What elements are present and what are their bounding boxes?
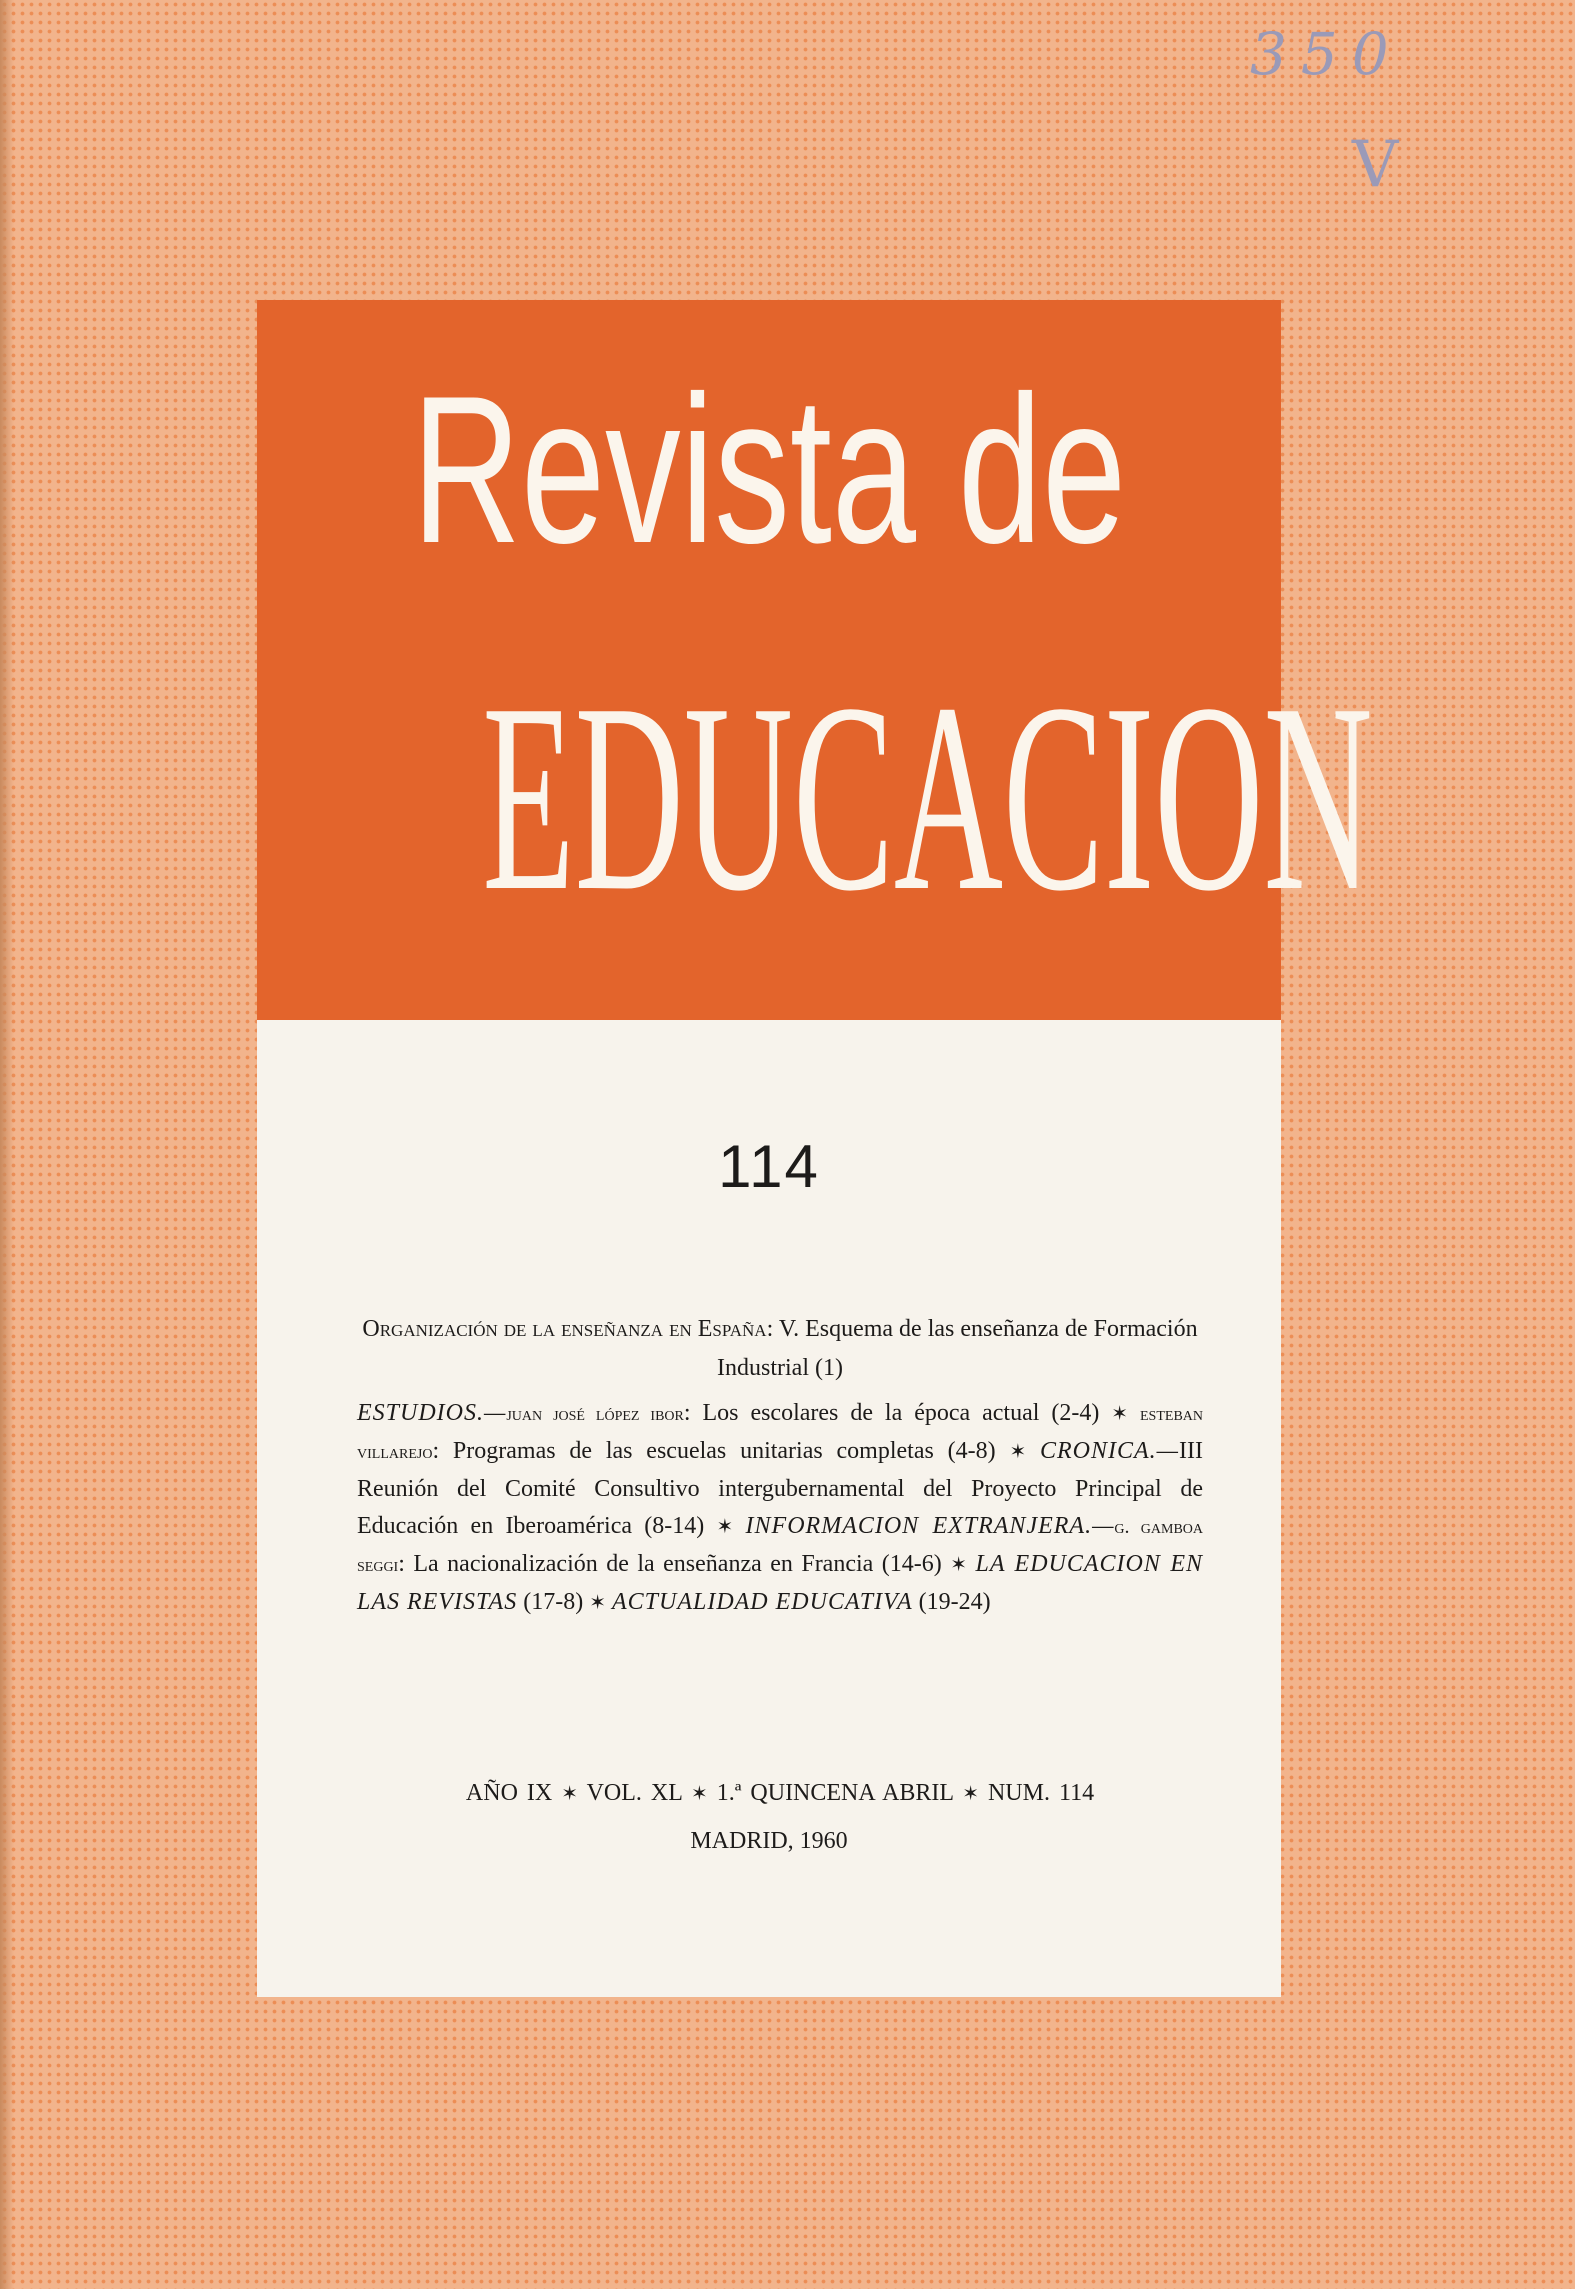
star-separator-icon: ✶ — [691, 1781, 708, 1805]
section-label: ESTUDIOS.— — [357, 1400, 507, 1426]
section-label: CRONICA.— — [1040, 1438, 1180, 1464]
lead-article-heading — [357, 1310, 1203, 1388]
star-separator-icon: ✶ — [962, 1781, 979, 1805]
issue-period: 1.ª QUINCENA ABRIL — [716, 1780, 954, 1806]
section-label: INFORMACION EXTRANJERA.— — [745, 1513, 1115, 1539]
star-separator-icon: ✶ — [716, 1514, 734, 1538]
author-name: juan josé lópez ibor — [506, 1403, 684, 1425]
entry-text: : La nacionalización de la enseñanza en Francia (14-6) — [398, 1551, 942, 1577]
entry-text: : Programas de las escuelas unitarias completas (4-8) — [432, 1438, 996, 1464]
heading-label: Organización de la enseñanza en España — [362, 1316, 767, 1342]
star-separator-icon: ✶ — [561, 1781, 578, 1805]
issue-details — [357, 1780, 1203, 1807]
author-name: g. gamboa seggi — [357, 1516, 1204, 1576]
entry-text: : Los escolares de la época actual (2-4) — [683, 1400, 1100, 1426]
issue-volume: VOL. XL — [586, 1780, 683, 1806]
issue-number: 114 — [718, 1133, 820, 1200]
heading-separator: : — [766, 1316, 779, 1342]
author-name: esteban villarejo — [357, 1403, 1203, 1463]
section-label: ACTUALIDAD EDUCATIVA — [611, 1589, 913, 1615]
star-separator-icon: ✶ — [1009, 1439, 1027, 1463]
title-panel — [257, 300, 1373, 1020]
star-separator-icon: ✶ — [1111, 1401, 1129, 1425]
spine-edge — [0, 0, 14, 2289]
issue-year: AÑO IX — [465, 1780, 553, 1806]
heading-text: V. Esquema de las enseñanza de Formación Industrial (1) — [717, 1316, 1198, 1381]
contents-panel — [257, 1020, 1281, 1997]
contents-summary — [357, 1395, 1203, 1621]
star-separator-icon: ✶ — [950, 1552, 968, 1576]
pencil-annotation-mark: V — [1352, 128, 1399, 202]
section-label: LA EDUCACION EN LAS REVISTAS — [357, 1551, 1204, 1615]
issue-number-footer: NUM. 114 — [987, 1780, 1095, 1806]
pencil-annotation-number: 350 — [1250, 20, 1403, 88]
entry-text: III Reunión del Comité Consultivo intergubernamental del Proyecto Principal de Educación en Iberoamérica (8-14) — [357, 1438, 1204, 1539]
place-and-date: MADRID, 1960 — [690, 1828, 848, 1854]
entry-text: (17-8) — [517, 1589, 584, 1615]
entry-text: (19-24) — [912, 1589, 991, 1615]
title-revista-de: Revista de — [411, 352, 1127, 587]
title-educacion: EDUCACION — [482, 648, 1373, 947]
star-separator-icon: ✶ — [589, 1590, 606, 1614]
